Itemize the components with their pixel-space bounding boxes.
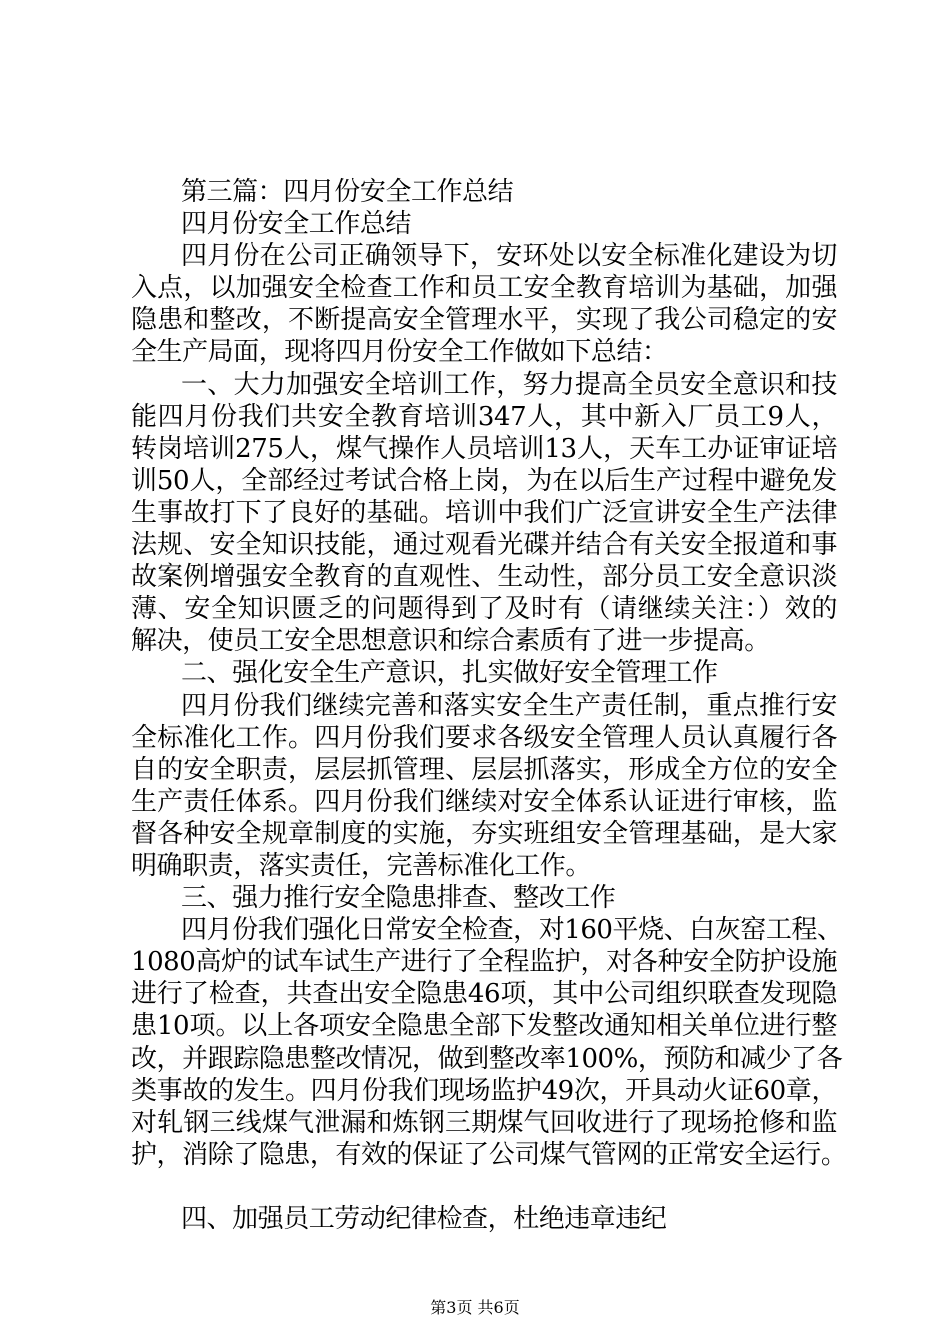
text-line: 督各种安全规章制度的实施，夯实班组安全管理基础，是大家 [131,818,837,849]
text-line: 自的安全职责，层层抓管理、层层抓落实，形成全方位的安全 [131,754,837,785]
text-line: 能四月份我们共安全教育培训347人，其中新入厂员工9人， [131,401,837,432]
text-line: 1080高炉的试车试生产进行了全程监护，对各种安全防护设施 [131,947,837,978]
subheading: 二、强化安全生产意识，扎实做好安全管理工作 [181,658,718,689]
text-line: 四月份我们继续完善和落实安全生产责任制，重点推行安 [181,690,837,721]
text-line: 法规、安全知识技能，通过观看光碟并结合有关安全报道和事 [131,530,837,561]
text-line: 改，并跟踪隐患整改情况，做到整改率100%，预防和减少了各 [131,1043,843,1074]
text-line: 生事故打下了良好的基础。培训中我们广泛宣讲安全生产法律 [131,497,837,528]
text-line: 四月份在公司正确领导下，安环处以安全标准化建设为切 [181,241,837,272]
text-line: 类事故的发生。四月份我们现场监护49次，开具动火证60章， [131,1075,837,1106]
section-title: 第三篇：四月份安全工作总结 [181,177,514,207]
text-line: 转岗培训275人，煤气操作人员培训13人，天车工办证审证培 [131,433,837,464]
text-line: 隐患和整改，不断提高安全管理水平，实现了我公司稳定的安 [131,305,837,336]
document-body [131,176,847,1235]
document-heading: 四月份安全工作总结 [181,209,411,240]
text-line: 解决，使员工安全思想意识和综合素质有了进一步提高。 [131,626,770,657]
text-line: 薄、安全知识匮乏的问题得到了及时有（请继续关注：）效的 [131,594,837,625]
text-line: 故案例增强安全教育的直观性、生动性，部分员工安全意识淡 [131,562,837,593]
text-line: 训50人，全部经过考试合格上岗，为在以后生产过程中避免发 [131,465,837,496]
text-line: 四月份我们强化日常安全检查，对160平烧、白灰窑工程、 [181,915,843,946]
text-line: 全标准化工作。四月份我们要求各级安全管理人员认真履行各 [131,722,837,753]
text-line: 明确职责，落实责任，完善标准化工作。 [131,850,591,881]
text-line: 患10项。以上各项安全隐患全部下发整改通知相关单位进行整 [131,1011,837,1042]
text-line: 一、大力加强安全培训工作，努力提高全员安全意识和技 [181,369,837,400]
text-line: 生产责任体系。四月份我们继续对安全体系认证进行审核，监 [131,786,837,817]
subheading: 三、强力推行安全隐患排查、整改工作 [181,883,616,914]
subheading: 四、加强员工劳动纪律检查，杜绝违章违纪 [181,1203,667,1234]
text-line: 入点，以加强安全检查工作和员工安全教育培训为基础，加强 [131,273,837,304]
page-footer: 第3页 共6页 [430,1298,520,1317]
text-line: 进行了检查，共查出安全隐患46项，其中公司组织联查发现隐 [131,979,837,1010]
text-line: 护，消除了隐患，有效的保证了公司煤气管网的正常安全运行。 [131,1139,847,1170]
text-line: 对轧钢三线煤气泄漏和炼钢三期煤气回收进行了现场抢修和监 [131,1107,837,1138]
text-line: 全生产局面，现将四月份安全工作做如下总结： [131,337,668,368]
